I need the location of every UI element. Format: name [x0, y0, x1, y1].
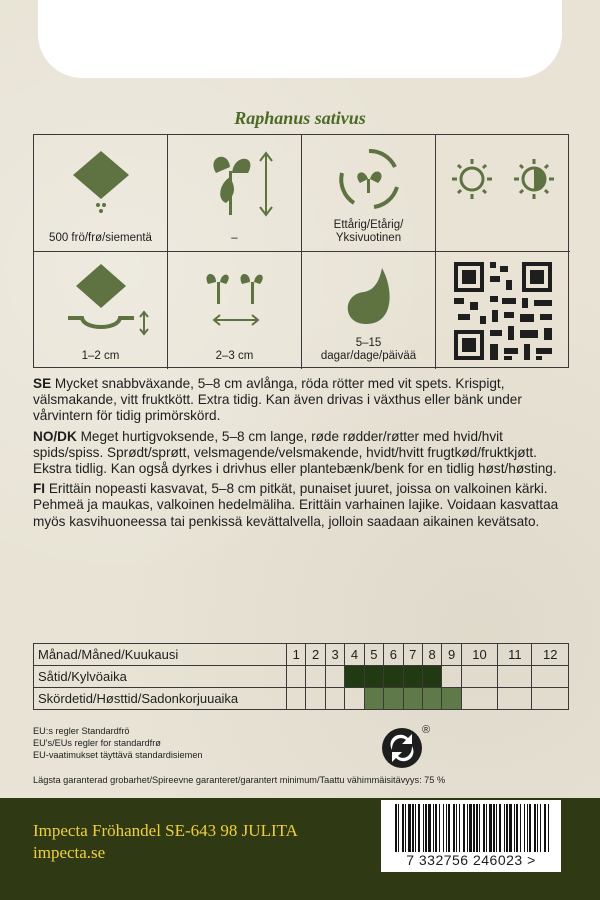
harvest-cell [532, 688, 569, 710]
growing-calendar [33, 643, 569, 710]
barcode-bar [509, 804, 512, 852]
cell-plant-height [168, 135, 302, 252]
barcode-bar [504, 804, 505, 852]
harvest-row [34, 688, 569, 710]
barcode-bar [408, 804, 411, 852]
germination-label-line2: dagar/dage/päivää [320, 350, 417, 362]
sowing-cell [345, 666, 364, 688]
harvest-cell [422, 688, 441, 710]
sowing-cell [364, 666, 383, 688]
barcode-bar [499, 804, 501, 852]
harvest-cell [403, 688, 422, 710]
recycle-icon [380, 726, 440, 772]
annual-label [304, 219, 433, 245]
harvest-cell [384, 688, 403, 710]
sowing-cell [532, 666, 569, 688]
barcode-bar [496, 804, 497, 852]
month-3: 3 [325, 644, 344, 666]
barcode-bar [476, 804, 478, 852]
germination-guarantee: Lägsta garanterad grobarhet/Spireevne garanteret/garantert minimum/Taattu vähimmäisitävyys: 75 % [33, 775, 446, 785]
barcode-bar [453, 804, 455, 852]
barcode-bar [473, 804, 475, 852]
seed-packet-icon [34, 143, 168, 223]
month-5: 5 [364, 644, 383, 666]
harvest-cell [442, 688, 461, 710]
barcode-bar [439, 804, 440, 852]
qr-code-icon[interactable] [436, 252, 570, 369]
germination-label-line1: 5–15 [355, 337, 382, 349]
barcode-bar [479, 804, 480, 852]
cell-sun [436, 135, 570, 252]
barcode-bar [459, 804, 460, 852]
plant-spacing-label: 2–3 cm [215, 350, 254, 362]
sowing-depth-label: 1–2 cm [81, 350, 120, 362]
barcode-bar [544, 804, 546, 852]
barcode-bar [537, 804, 538, 852]
annual-label-line1: Ettårig/Etårig/ [333, 219, 404, 231]
description [33, 376, 569, 534]
harvest-row-label: Skördetid/Høsttid/Sadonkorjuuaika [34, 688, 287, 710]
calendar-header-label: Månad/Måned/Kuukausi [34, 644, 287, 666]
cell-sowing-depth [34, 252, 168, 369]
month-10: 10 [461, 644, 497, 666]
barcode-bar [516, 804, 518, 852]
sowing-cell [403, 666, 422, 688]
month-12: 12 [532, 644, 569, 666]
species-title: Raphanus sativus [234, 108, 366, 128]
cell-annual [302, 135, 436, 252]
barcode-bars-icon [387, 804, 555, 852]
harvest-cell [287, 688, 306, 710]
barcode-bar [446, 804, 447, 852]
month-11: 11 [498, 644, 532, 666]
barcode-bar [486, 804, 487, 852]
barcode-bar [524, 804, 525, 852]
barcode-bar [534, 804, 536, 852]
icon-grid [33, 134, 569, 368]
registered-mark: ® [422, 724, 431, 736]
sowing-cell [287, 666, 306, 688]
barcode-bar [415, 804, 416, 852]
sun-partial-shade-icon [436, 143, 570, 223]
harvest-cell [325, 688, 344, 710]
harvest-cell [345, 688, 364, 710]
month-4: 4 [345, 644, 364, 666]
harvest-cell [306, 688, 325, 710]
barcode-bar [469, 804, 472, 852]
barcode-bar [448, 804, 450, 852]
lang-code-fi: FI [33, 481, 46, 497]
sowing-cell [384, 666, 403, 688]
month-9: 9 [442, 644, 461, 666]
barcode-bar [493, 804, 495, 852]
calendar-header-row [34, 644, 569, 666]
barcode-bar [412, 804, 414, 852]
barcode-bar [483, 804, 485, 852]
company-address: Impecta Fröhandel SE-643 98 JULITA [33, 821, 298, 840]
month-1: 1 [287, 644, 306, 666]
barcode-bar [395, 804, 397, 852]
harvest-cell [498, 688, 532, 710]
barcode-bar [514, 804, 515, 852]
sowing-cell [306, 666, 325, 688]
harvest-cell [364, 688, 383, 710]
description-nodk [33, 429, 569, 478]
month-8: 8 [422, 644, 441, 666]
regulations [33, 725, 203, 761]
plant-spacing-icon [168, 260, 302, 340]
barcode-bar [548, 804, 549, 852]
sowing-cell [498, 666, 532, 688]
barcode-bar [456, 804, 457, 852]
germination-days-icon [302, 260, 436, 340]
barcode-bar [423, 804, 424, 852]
barcode-bar [463, 804, 465, 852]
cell-spacing [168, 252, 302, 369]
regulation-line: EU:s regler Standardfrö [33, 726, 130, 736]
barcode-bar [529, 804, 531, 852]
barcode-bar [405, 804, 406, 852]
barcode-bar [435, 804, 437, 852]
barcode-bar [506, 804, 508, 852]
barcode-bar [443, 804, 444, 852]
annual-cycle-icon [302, 143, 436, 223]
description-text-se: Mycket snabbväxande, 5–8 cm avlånga, röda rötter med vit spets. Krispigt, välsmakande, vitt fruktkött. Extra tidig. Kan även drivas i växthus eller bänk under vårvintern för tidig primörskörd. [33, 376, 522, 424]
description-fi [33, 481, 569, 530]
sowing-cell [461, 666, 497, 688]
barcode-bar [428, 804, 431, 852]
company-info [33, 820, 298, 864]
barcode-bar [527, 804, 528, 852]
plant-height-label: – [231, 232, 238, 244]
harvest-cell [461, 688, 497, 710]
plant-height-icon [168, 143, 302, 223]
barcode-bar [398, 804, 399, 852]
cell-seed-count [34, 135, 168, 252]
regulation-line: EU's/EUs regler for standardfrø [33, 738, 161, 748]
lang-code-nodk: NO/DK [33, 428, 77, 444]
barcode-bar [520, 804, 521, 852]
sowing-cell [325, 666, 344, 688]
barcode-bar [425, 804, 427, 852]
month-6: 6 [384, 644, 403, 666]
sowing-depth-icon [34, 260, 168, 340]
barcode-bar [418, 804, 420, 852]
month-7: 7 [403, 644, 422, 666]
packet-hanger-cutout [38, 0, 562, 78]
company-website-link[interactable]: impecta.se [33, 843, 106, 862]
month-2: 2 [306, 644, 325, 666]
description-se [33, 376, 569, 425]
barcode-bar [489, 804, 492, 852]
barcode-bar [467, 804, 468, 852]
lang-code-se: SE [33, 376, 52, 391]
barcode-bar [402, 804, 404, 852]
cell-germination [302, 252, 436, 369]
sowing-row [34, 666, 569, 688]
sowing-row-label: Såtid/Kylvöaika [34, 666, 287, 688]
description-text-fi: Erittäin nopeasti kasvavat, 5–8 cm pitkät, punaiset juuret, joissa on valkoinen kärki. Pehmeä ja maukas, valkoinen hedelmäliha. Erittäin varhainen lajike. Voidaan kasvattaa myös kasvihuoneessa tai penkissä kevättalvella, jolloin saadaan aikainen kevätsato. [33, 481, 559, 529]
barcode-bar [433, 804, 434, 852]
green-dot-mark [380, 726, 440, 777]
ean-number: 7 332756 246023 > [381, 852, 561, 872]
seed-count-label: 500 frö/frø/siementä [49, 232, 152, 244]
germination-label [304, 337, 433, 363]
annual-label-line2: Yksivuotinen [335, 232, 402, 244]
sowing-cell [422, 666, 441, 688]
sowing-cell [442, 666, 461, 688]
description-text-nodk: Meget hurtigvoksende, 5–8 cm lange, røde rødder/røtter med hvid/hvit spids/spiss. Sprødt/sprøtt, velsmagende/velsmakende, hvidt/hvitt frugtkød/fruktkjøtt. Ekstra tidlig. Kan også dyrkes i drivhus eller plantebænk/benk for en tidlig høst/høsting. [33, 428, 557, 477]
cell-qr [436, 252, 570, 369]
regulation-line: EU-vaatimukset täyttävä standardisiemen [33, 750, 203, 760]
barcode-bar [540, 804, 541, 852]
